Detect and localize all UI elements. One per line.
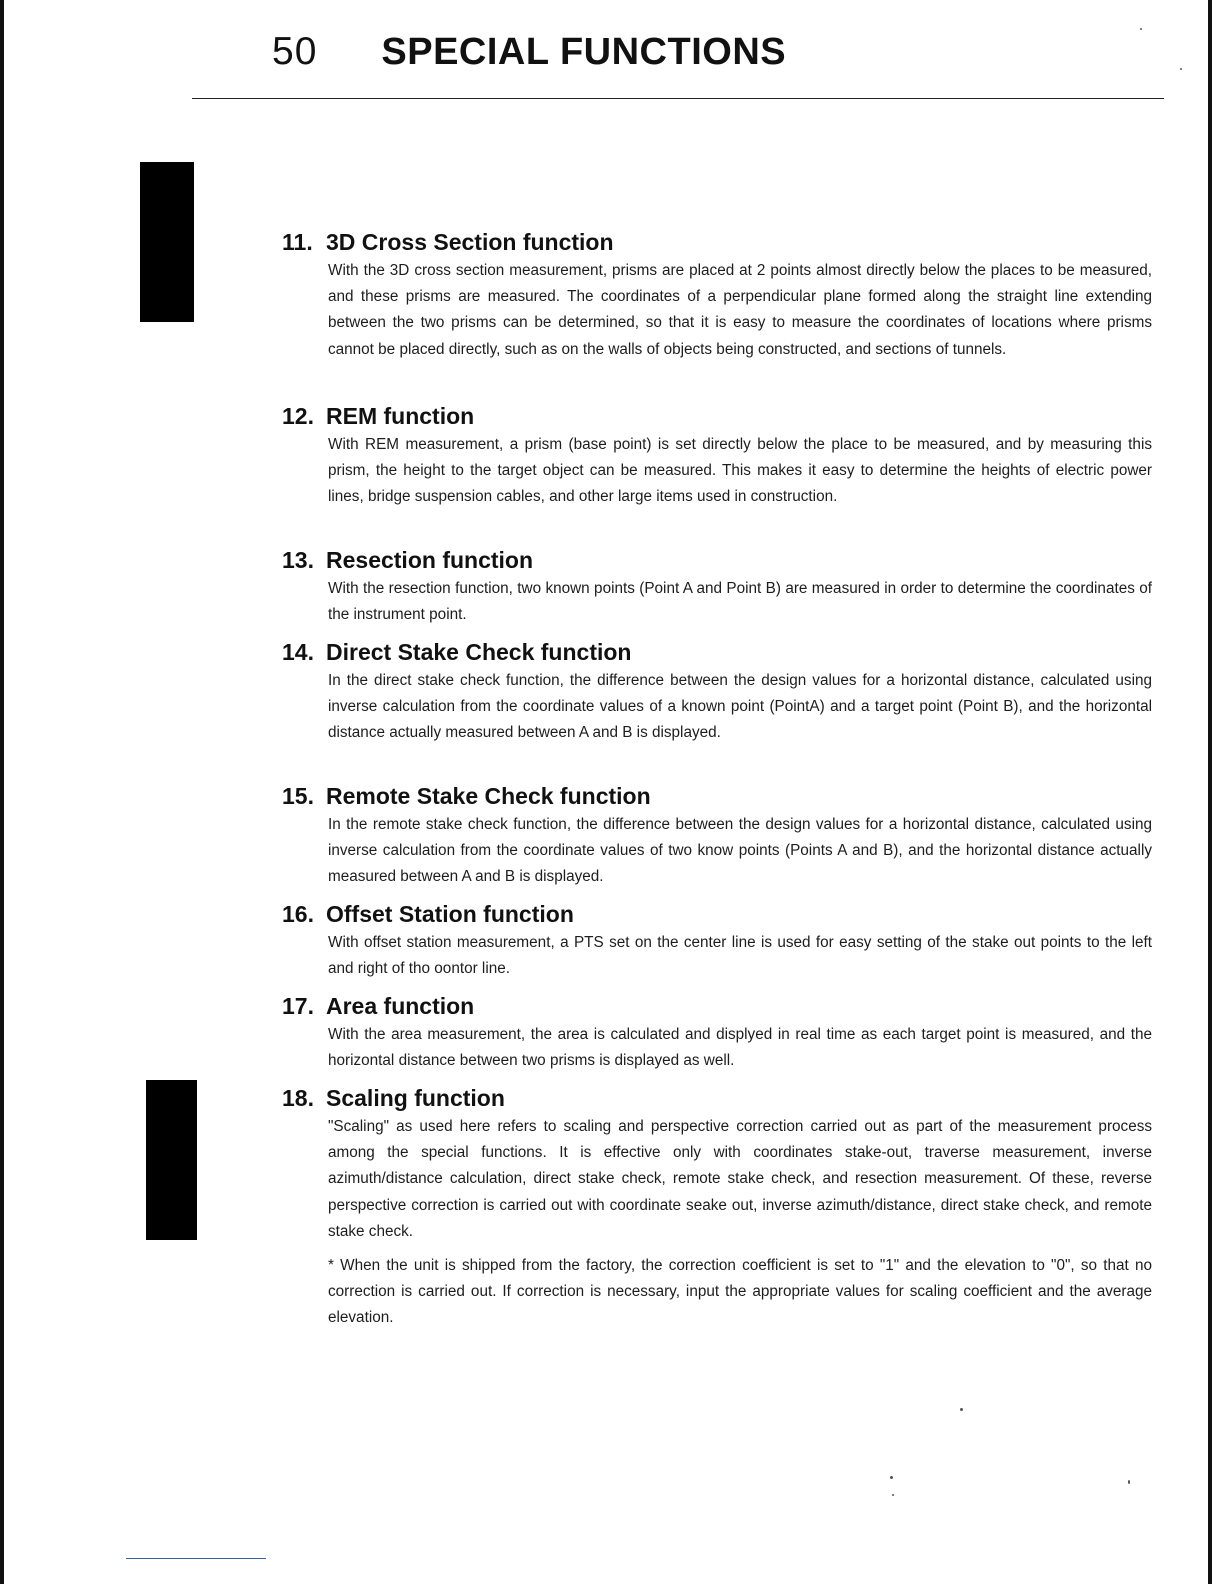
scan-speck xyxy=(1180,68,1182,70)
bottom-edge-mark xyxy=(126,1558,266,1559)
header-rule xyxy=(192,98,1164,99)
section-heading xyxy=(282,780,1152,812)
section-scaling xyxy=(282,1082,1152,1332)
section-body: With the resection function, two known points (Point A and Point B) are measured in order to determine the coordinates of the instrument point. xyxy=(328,580,1152,624)
section-heading xyxy=(282,1082,1152,1114)
chapter-title: SPECIAL FUNCTIONS xyxy=(381,31,787,73)
section-heading xyxy=(282,898,1152,930)
section-title: Area function xyxy=(326,993,475,1019)
section-number: 16. xyxy=(282,901,314,927)
section-body: With REM measurement, a prism (base point) is set directly below the place to be measured, and by measuring this prism, the height to the target object can be measured. This makes it easy to determine the heights of electric power lines, bridge suspension cables, and other large items used in construction. xyxy=(328,436,1152,506)
section-direct-stake-check xyxy=(282,636,1152,780)
section-heading xyxy=(282,544,1152,576)
scan-edge-left xyxy=(0,0,4,1584)
section-heading xyxy=(282,990,1152,1022)
section-body: In the direct stake check function, the difference between the design values for a horizontal distance, calculated using inverse calculation from the coordinate values of a known point (PointA) and a target point (Point B), and the horizontal distance actually measured between A and B is displayed. xyxy=(328,672,1152,742)
section-number: 14. xyxy=(282,639,314,665)
footnote: * When the unit is shipped from the factory, the correction coefficient is set to "1" and the elevation to "0", so that no correction is carried out. If correction is necessary, input the appropriate values for scaling coefficient and the average elevation. xyxy=(328,1257,1152,1327)
page-header xyxy=(272,30,786,80)
section-title: Direct Stake Check function xyxy=(326,639,632,665)
section-body: "Scaling" as used here refers to scaling and perspective correction carried out as part of the measurement process among the special functions. It is effective only with coordinates stake-out, traverse measurement, inverse azimuth/distance calculation, direct stake check, remote stake check, and resection measurement. Of these, reverse perspective correction is carried out with coordinate seake out, inverse azimuth/distance, direct stake check, and remote stake check. xyxy=(328,1118,1152,1240)
section-body: With offset station measurement, a PTS set on the center line is used for easy setting of the stake out points to the left and right of tho oontor line. xyxy=(328,934,1152,978)
section-number: 11. xyxy=(282,229,313,255)
side-tab-marker-bottom xyxy=(146,1080,197,1240)
section-title: Scaling function xyxy=(326,1085,505,1111)
scan-speck xyxy=(960,1408,963,1411)
scan-speck xyxy=(1140,28,1142,30)
section-body: With the 3D cross section measurement, prisms are placed at 2 points almost directly below the places to be measured, and these prisms are measured. The coordinates of a perpendicular plane formed along the straight line extending between the two prisms can be determined, so that it is easy to measure the coordinates of locations where prisms cannot be placed directly, such as on the walls of objects being constructed, and sections of tunnels. xyxy=(328,262,1152,358)
scan-edge-right xyxy=(1208,0,1212,1584)
page-number: 50 xyxy=(272,30,318,73)
section-heading xyxy=(282,226,1152,258)
section-number: 13. xyxy=(282,547,314,573)
section-number: 17. xyxy=(282,993,314,1019)
section-title: 3D Cross Section function xyxy=(326,229,614,255)
section-title: Offset Station function xyxy=(326,901,574,927)
section-rem xyxy=(282,400,1152,544)
section-number: 18. xyxy=(282,1085,314,1111)
section-title: REM function xyxy=(326,403,475,429)
section-number: 12. xyxy=(282,403,314,429)
section-offset-station xyxy=(282,898,1152,990)
page-content xyxy=(282,226,1152,1332)
side-tab-marker-top xyxy=(140,162,194,322)
section-area xyxy=(282,990,1152,1082)
section-remote-stake-check xyxy=(282,780,1152,898)
section-body: In the remote stake check function, the difference between the design values for a horizontal distance, calculated using inverse calculation from the coordinate values of two know points (Points A and B), and the horizontal distance actually measured between A and B is displayed. xyxy=(328,816,1152,886)
section-3d-cross-section xyxy=(282,226,1152,400)
section-body: With the area measurement, the area is calculated and displyed in real time as each target point is measured, and the horizontal distance between two prisms is displayed as well. xyxy=(328,1026,1152,1070)
scan-speck xyxy=(892,1494,894,1496)
section-title: Resection function xyxy=(326,547,534,573)
scan-speck xyxy=(890,1476,893,1479)
section-resection xyxy=(282,544,1152,636)
section-title: Remote Stake Check function xyxy=(326,783,651,809)
section-heading xyxy=(282,636,1152,668)
scan-speck xyxy=(1128,1480,1130,1484)
section-heading xyxy=(282,400,1152,432)
section-number: 15. xyxy=(282,783,314,809)
